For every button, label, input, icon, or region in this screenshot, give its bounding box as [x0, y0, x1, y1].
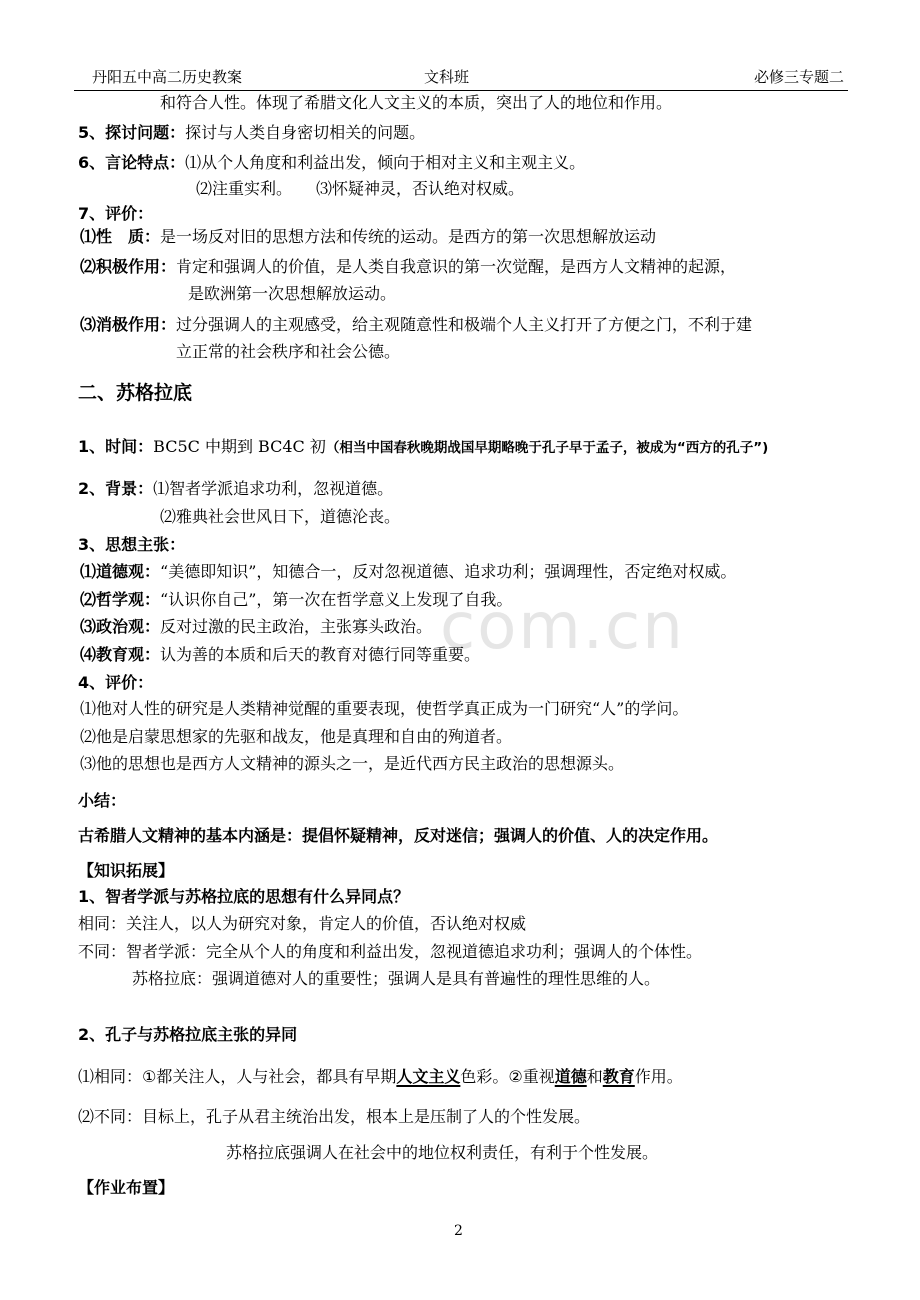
thought-moral-label: ⑴道德观： [80, 562, 161, 581]
thought-moral-text: “美德即知识”，知德合一，反对忽视道德、追求功利；强调理性，否定绝对权威。 [160, 562, 737, 581]
eval-positive-text: 肯定和强调人的价值，是人类自我意识的第一次觉醒，是西方人文精神的起源， [176, 257, 737, 276]
expand-diff-1: 不同：智者学派：完全从个人的角度和利益出发，忽视道德追求功利；强调人的个体性。 [78, 942, 703, 961]
homework-title: 【作业布置】 [78, 1178, 175, 1197]
eval-negative [80, 314, 752, 336]
compare-same-c: 色彩。②重视 [460, 1067, 555, 1086]
item-5-label: 5、探讨问题： [78, 123, 186, 142]
compare-diff-2: 苏格拉底强调人在社会中的地位权利责任，有利于个性发展。 [226, 1143, 659, 1162]
section-title: 二、苏格拉底 [78, 382, 193, 404]
compare-same-g: 作用。 [634, 1067, 683, 1086]
thought-politics-label: ⑶政治观： [80, 617, 161, 636]
keyword-education: 教育 [602, 1067, 635, 1086]
thought-philosophy [80, 589, 512, 611]
thought-politics [80, 616, 432, 638]
eval-negative-text: 过分强调人的主观感受，给主观随意性和极端个人主义打开了方便之门，不利于建 [176, 315, 753, 334]
eval-negative-text-2: 立正常的社会秩序和社会公德。 [176, 342, 401, 361]
keyword-humanism: 人文主义 [396, 1067, 461, 1086]
eval-positive-text-2: 是欧洲第一次思想解放运动。 [188, 284, 397, 303]
item-5 [78, 122, 425, 144]
summary-text: 古希腊人文精神的基本内涵是：提倡怀疑精神，反对迷信；强调人的价值、人的决定作用。 [78, 826, 719, 845]
item-6-text: ⑴从个人角度和利益出发，倾向于相对主义和主观主义。 [185, 153, 586, 172]
thought-education [80, 644, 480, 666]
continued-text: 和符合人性。体现了希腊文化人文主义的本质，突出了人的地位和作用。 [160, 93, 673, 112]
page-number: 2 [454, 1223, 463, 1239]
time-note: （相当中国春秋晚期战国早期略晚于孔子早于孟子，被成为“西方的孔子”) [325, 440, 769, 456]
eval-nature-label: ⑴性 质： [80, 227, 161, 246]
background-1: ⑴智者学派追求功利，忽视道德。 [153, 479, 394, 498]
eval-negative-label: ⑶消极作用： [80, 315, 177, 334]
eval-nature-text: 是一场反对旧的思想方法和传统的运动。是西方的第一次思想解放运动 [160, 227, 657, 246]
time-item [78, 436, 768, 459]
expand-title: 【知识拓展】 [78, 861, 175, 880]
watermark: com.cn [440, 590, 685, 664]
expand-question-1: 1、智者学派与苏格拉底的思想有什么异同点？ [78, 887, 410, 906]
eval-positive-label: ⑵积极作用： [80, 257, 177, 276]
evaluation-label: 4、评价： [78, 673, 154, 692]
header-school: 丹阳五中高二历史教案 [92, 68, 243, 86]
compare-same-e: 和 [586, 1067, 603, 1086]
evaluation-3: ⑶他的思想也是西方人文精神的源头之一，是近代西方民主政治的思想源头。 [80, 754, 625, 773]
item-5-text: 探讨与人类自身密切相关的问题。 [185, 123, 426, 142]
time-label: 1、时间： [78, 437, 154, 456]
eval-positive [80, 256, 736, 278]
time-text: BC5C 中期到 BC4C 初 [153, 437, 326, 456]
page-header [74, 62, 848, 91]
expand-same: 相同：关注人，以人为研究对象，肯定人的价值，否认绝对权威 [78, 914, 527, 933]
evaluation-2: ⑵他是启蒙思想家的先驱和战友，他是真理和自由的殉道者。 [80, 727, 513, 746]
thought-label: 3、思想主张： [78, 535, 186, 554]
compare-same [78, 1066, 683, 1088]
header-class: 文科班 [424, 68, 470, 86]
header-module: 必修三专题二 [753, 68, 844, 86]
item-7-label: 7、评价： [78, 204, 154, 223]
thought-education-text: 认为善的本质和后天的教育对德行同等重要。 [160, 645, 481, 664]
thought-politics-text: 反对过激的民主政治，主张寡头政治。 [160, 617, 433, 636]
keyword-morality: 道德 [554, 1067, 587, 1086]
thought-philosophy-label: ⑵哲学观： [80, 590, 161, 609]
item-6 [78, 152, 585, 174]
compare-same-a: ⑴相同：①都关注人，人与社会，都具有早期 [78, 1067, 397, 1086]
background-label: 2、背景： [78, 479, 154, 498]
evaluation-1: ⑴他对人性的研究是人类精神觉醒的重要表现，使哲学真正成为一门研究“人”的学问。 [80, 699, 689, 718]
thought-philosophy-text: “认识你自己”，第一次在哲学意义上发现了自我。 [160, 590, 513, 609]
expand-question-2: 2、孔子与苏格拉底主张的异同 [78, 1025, 298, 1044]
expand-diff-2: 苏格拉底：强调道德对人的重要性；强调人是具有普遍性的理性思维的人。 [132, 969, 661, 988]
compare-diff-1: ⑵不同：目标上，孔子从君主统治出发，根本上是压制了人的个性发展。 [78, 1107, 591, 1126]
eval-nature [80, 226, 656, 248]
background-item [78, 478, 393, 500]
item-6-label: 6、言论特点： [78, 153, 186, 172]
thought-moral [80, 561, 736, 583]
summary-label: 小结： [78, 791, 127, 810]
background-2: ⑵雅典社会世风日下，道德沦丧。 [160, 507, 401, 526]
thought-education-label: ⑷教育观： [80, 645, 161, 664]
item-6-text-2: ⑵注重实利。 ⑶怀疑神灵，否认绝对权威。 [196, 179, 525, 198]
